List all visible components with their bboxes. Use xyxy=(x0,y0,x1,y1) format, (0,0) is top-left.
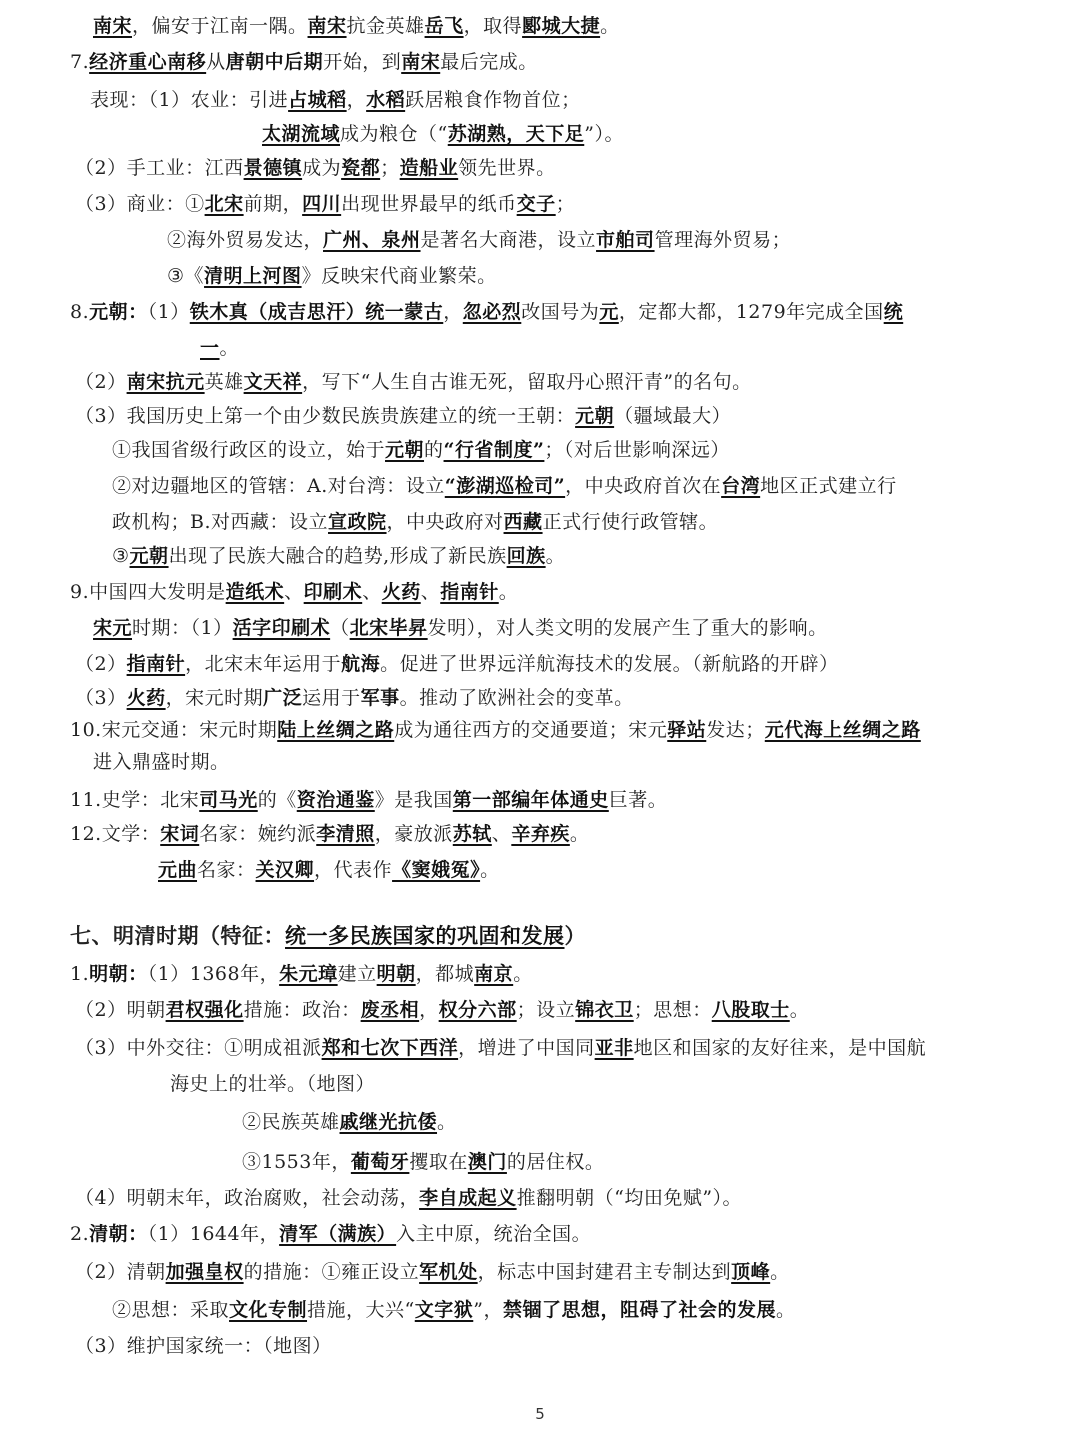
bold-term: 元朝： xyxy=(89,301,148,323)
key-term: “澎湖巡检司” xyxy=(444,475,566,497)
text-line xyxy=(112,542,565,570)
key-term: 元曲 xyxy=(158,859,198,881)
key-term: 四川 xyxy=(302,193,342,215)
text-line xyxy=(75,996,809,1024)
key-term: 北宋 xyxy=(204,193,244,215)
text-segment: ，写下“人生自古谁无死，留取丹心照汗青”的名句。 xyxy=(302,371,752,393)
text-segment: 2. xyxy=(70,1223,90,1245)
text-line xyxy=(200,334,239,362)
text-segment: （3）我国历史上第一个由少数民族贵族建立的统一王朝： xyxy=(75,405,576,427)
text-line xyxy=(75,1258,790,1286)
text-segment: 、 xyxy=(284,581,304,603)
text-segment: 名家： xyxy=(197,859,256,881)
text-segment: 。促进了世界远洋航海技术的发展。（新航路的开辟） xyxy=(380,653,839,675)
key-term: 交子 xyxy=(516,193,556,215)
text-segment: 7. xyxy=(70,51,90,73)
key-term: 景德镇 xyxy=(243,157,303,179)
bold-term: 航海 xyxy=(341,653,381,675)
text-segment: ，北宋末年运用于 xyxy=(185,653,342,675)
text-segment: 名家：婉约派 xyxy=(199,823,317,845)
text-line xyxy=(170,1070,375,1098)
text-line xyxy=(70,960,533,988)
text-segment: 正式行使行政管辖。 xyxy=(542,511,719,533)
text-segment: 11.史学：北宋 xyxy=(70,789,200,811)
key-term: 西藏 xyxy=(503,511,543,533)
text-segment: （ xyxy=(330,617,350,639)
key-term: 文化专制 xyxy=(229,1299,308,1321)
text-segment: （2） xyxy=(75,371,127,393)
text-segment: 成为 xyxy=(302,157,342,179)
text-line xyxy=(93,748,230,776)
key-term: 文字狱 xyxy=(414,1299,474,1321)
text-segment: ； xyxy=(380,157,400,179)
key-term: 忽必烈 xyxy=(462,301,522,323)
key-term: 铁木真（成吉思汗）统一蒙古 xyxy=(189,301,444,323)
key-term: 南宋 xyxy=(307,15,347,37)
text-segment: ， xyxy=(346,89,367,111)
text-segment: 抗金英雄 xyxy=(346,15,425,37)
text-segment: 。 xyxy=(545,545,566,567)
key-term: 李自成起义 xyxy=(419,1187,517,1209)
bold-term: 明朝： xyxy=(89,963,148,985)
text-line xyxy=(167,226,791,254)
text-segment: 。 xyxy=(789,999,810,1021)
text-segment: 。 xyxy=(600,15,620,37)
key-term: 宣政院 xyxy=(328,511,387,533)
text-segment: 。推动了欧洲社会的变革。 xyxy=(399,687,634,709)
text-segment: （3） xyxy=(75,687,127,709)
section-heading xyxy=(70,922,586,950)
text-segment: 最后完成。 xyxy=(440,51,538,73)
text-line xyxy=(75,402,731,430)
text-line xyxy=(70,298,903,326)
text-segment: ， xyxy=(443,301,463,323)
text-segment: 措施，大兴“ xyxy=(307,1299,415,1321)
text-segment: ，代表作 xyxy=(314,859,393,881)
key-term: 郑和七次下西洋 xyxy=(321,1037,459,1059)
text-segment: 是著名大商港，设立 xyxy=(420,229,597,251)
text-segment: 政机构；B.对西藏：设立 xyxy=(112,511,329,533)
text-segment: 运用于 xyxy=(302,687,361,709)
text-segment: 的《 xyxy=(257,789,297,811)
text-segment: 发明），对人类文明的发展产生了重大的影响。 xyxy=(427,617,828,639)
text-segment: 进入鼎盛时期。 xyxy=(93,751,230,773)
text-segment: 巨著。 xyxy=(608,789,668,811)
text-segment: （4）明朝末年，政治腐败，社会动荡， xyxy=(75,1187,420,1209)
text-segment: 地区正式建立行 xyxy=(760,475,897,497)
key-term: 占城稻 xyxy=(288,89,347,111)
text-segment: 的措施：①雍正设立 xyxy=(243,1261,420,1283)
text-segment: 领先世界。 xyxy=(458,157,556,179)
text-line xyxy=(112,508,718,536)
text-segment: 》反映宋代商业繁荣。 xyxy=(301,265,497,287)
text-segment: （疆域最大） xyxy=(614,405,732,427)
text-line xyxy=(70,1220,591,1248)
key-term: 印刷术 xyxy=(303,581,363,603)
key-term: 太湖流域 xyxy=(262,123,341,145)
key-term: 统 xyxy=(883,301,904,323)
key-term: 第一部编年体通史 xyxy=(452,789,609,811)
text-segment: ①我国省级行政区的设立，始于 xyxy=(112,439,386,461)
text-line xyxy=(75,1184,742,1212)
key-term: 清军（满族） xyxy=(279,1223,397,1245)
text-segment: 出现了民族大融合的趋势,形成了新民族 xyxy=(168,545,507,567)
key-term: 活字印刷术 xyxy=(232,617,331,639)
text-segment: 攫取在 xyxy=(409,1151,468,1173)
key-term: 权分六部 xyxy=(438,999,517,1021)
text-segment: （3）中外交往：①明成祖派 xyxy=(75,1037,322,1059)
key-term: 北宋毕昇 xyxy=(349,617,428,639)
text-segment: 前期， xyxy=(243,193,303,215)
text-segment: 。 xyxy=(437,1111,457,1133)
key-term: 《窦娥冤》 xyxy=(392,859,481,881)
text-line xyxy=(70,578,518,606)
bold-term: 清朝： xyxy=(89,1223,148,1245)
key-term: 南京 xyxy=(474,963,514,985)
text-segment: （1） xyxy=(147,301,190,323)
text-segment: 改国号为 xyxy=(521,301,600,323)
text-segment: 海史上的壮举。（地图） xyxy=(170,1073,376,1095)
text-line xyxy=(112,472,897,500)
key-term: 文天祥 xyxy=(243,371,303,393)
text-segment: 》是我国 xyxy=(374,789,453,811)
key-term: 南宋 xyxy=(93,15,133,37)
key-term: 君权强化 xyxy=(165,999,244,1021)
key-term: 军机处 xyxy=(419,1261,478,1283)
text-segment: ； xyxy=(555,193,576,215)
key-term: 指南针 xyxy=(126,653,186,675)
text-line xyxy=(242,1108,457,1136)
key-term: 关汉卿 xyxy=(255,859,315,881)
text-segment: 9.中国四大发明是 xyxy=(70,581,226,603)
key-term: 南宋抗元 xyxy=(126,371,205,393)
text-line xyxy=(90,86,581,114)
text-segment: 、 xyxy=(420,581,441,603)
bold-term: 广泛 xyxy=(263,687,303,709)
text-segment: ，定都大都，1279年完成全国 xyxy=(618,301,884,323)
key-term: 朱元璋 xyxy=(279,963,338,985)
key-term: 元代海上丝绸之路 xyxy=(764,719,921,741)
text-segment: 。 xyxy=(770,1261,790,1283)
key-term: 岳飞 xyxy=(424,15,464,37)
text-segment: 推翻明朝（“均田免赋”）。 xyxy=(516,1187,743,1209)
text-segment: 。 xyxy=(498,581,519,603)
text-line xyxy=(242,1148,604,1176)
key-term: 元朝 xyxy=(575,405,615,427)
text-segment: ，中央政府首次在 xyxy=(565,475,722,497)
text-segment: ，偏安于江南一隅。 xyxy=(132,15,308,37)
key-term: 郾城大捷 xyxy=(522,15,601,37)
key-term: 八股取士 xyxy=(711,999,790,1021)
text-line xyxy=(70,786,667,814)
text-segment: ，宋元时期 xyxy=(165,687,264,709)
page-number: 5 xyxy=(535,1405,545,1423)
text-segment: 。 xyxy=(513,963,533,985)
key-term: 造船业 xyxy=(399,157,459,179)
key-term: 经济重心南移 xyxy=(89,51,207,73)
text-segment: 1. xyxy=(70,963,90,985)
text-segment: （3）维护国家统一：（地图） xyxy=(75,1335,332,1357)
text-line xyxy=(75,190,575,218)
text-segment: ，标志中国封建君主专制达到 xyxy=(477,1261,732,1283)
text-segment: ，豪放派 xyxy=(374,823,453,845)
text-segment: 从 xyxy=(206,51,226,73)
text-segment: ，取得 xyxy=(463,15,523,37)
key-term: 市舶司 xyxy=(596,229,655,251)
key-term: 亚非 xyxy=(594,1037,634,1059)
text-segment: ） xyxy=(564,924,586,948)
key-term: 回族 xyxy=(506,545,546,567)
key-term: 加强皇权 xyxy=(165,1261,244,1283)
text-segment: ②对边疆地区的管辖：A.对台湾：设立 xyxy=(112,475,445,497)
text-segment: 时期：（1） xyxy=(132,617,233,639)
text-segment: ，中央政府对 xyxy=(386,511,504,533)
text-segment: 管理海外贸易； xyxy=(654,229,792,251)
text-line xyxy=(75,1332,332,1360)
text-segment: （1）1368年， xyxy=(147,963,280,985)
key-term: 驿站 xyxy=(667,719,707,741)
text-segment: 。 xyxy=(776,1299,796,1321)
text-segment: 、 xyxy=(491,823,512,845)
text-segment: 开始，到 xyxy=(323,51,402,73)
text-segment: ③1553年， xyxy=(242,1151,351,1173)
text-segment: 措施：政治： xyxy=(243,999,361,1021)
text-line xyxy=(75,368,752,396)
text-segment: 成为通往西方的交通要道；宋元 xyxy=(394,719,668,741)
key-term: 瓷都 xyxy=(341,157,381,179)
key-term: “行省制度” xyxy=(443,439,545,461)
text-segment: 出现世界最早的纸币 xyxy=(341,193,517,215)
key-term: 台湾 xyxy=(721,475,761,497)
text-segment: 。 xyxy=(569,823,590,845)
text-segment: 的 xyxy=(424,439,444,461)
text-segment: 的居住权。 xyxy=(506,1151,605,1173)
key-term: 南宋 xyxy=(401,51,441,73)
key-term: 辛弃疾 xyxy=(511,823,570,845)
text-segment: ，都城 xyxy=(415,963,475,985)
key-term: 统一多民族国家的巩固和发展 xyxy=(285,924,565,948)
key-term: 顶峰 xyxy=(731,1261,771,1283)
text-segment: （2）明朝 xyxy=(75,999,166,1021)
text-line xyxy=(75,1034,926,1062)
text-line xyxy=(93,12,620,40)
text-line xyxy=(112,436,730,464)
text-segment: ，增进了中国同 xyxy=(458,1037,595,1059)
key-term: 清明上河图 xyxy=(204,265,302,287)
text-segment: 英雄 xyxy=(204,371,244,393)
key-term: 澳门 xyxy=(467,1151,507,1173)
text-segment: （1）1644年， xyxy=(147,1223,280,1245)
text-line xyxy=(167,262,497,290)
text-line xyxy=(75,650,839,678)
bold-term: 唐朝中后期 xyxy=(225,51,324,73)
key-term: 戚继光抗倭 xyxy=(339,1111,438,1133)
text-segment: ”）。 xyxy=(584,123,624,145)
text-segment: 发达； xyxy=(706,719,765,741)
text-segment: ；设立 xyxy=(516,999,576,1021)
key-term: 广州、泉州 xyxy=(323,229,421,251)
text-segment: 表现：（1）农业：引进 xyxy=(90,89,289,111)
text-line xyxy=(112,1296,796,1324)
text-line xyxy=(158,856,500,884)
text-line xyxy=(70,716,921,744)
text-segment: 。 xyxy=(219,337,240,359)
text-segment: 七、明清时期（特征： xyxy=(70,924,285,948)
text-line xyxy=(75,684,634,712)
bold-term: 禁锢了思想，阻碍了社会的发展 xyxy=(502,1299,776,1321)
key-term: 元朝 xyxy=(385,439,425,461)
text-segment: 成为粮仓（“ xyxy=(340,123,448,145)
text-segment: ， xyxy=(419,999,439,1021)
key-term: 司马光 xyxy=(199,789,258,811)
key-term: 明朝 xyxy=(376,963,416,985)
text-segment: ②思想：采取 xyxy=(112,1299,230,1321)
key-term: 宋词 xyxy=(160,823,200,845)
key-term: 陆上丝绸之路 xyxy=(277,719,395,741)
text-segment: ③《 xyxy=(167,265,205,287)
text-segment: （2） xyxy=(75,653,127,675)
text-segment: ③ xyxy=(112,545,130,567)
key-term: 废丞相 xyxy=(360,999,420,1021)
text-segment: 地区和国家的友好往来，是中国航 xyxy=(633,1037,927,1059)
text-segment: ；（对后世影响深远） xyxy=(544,439,730,461)
text-segment: 跃居粮食作物首位； xyxy=(405,89,581,111)
text-segment: 建立 xyxy=(337,963,377,985)
text-line xyxy=(70,820,589,848)
text-segment: 。 xyxy=(480,859,500,881)
text-segment: 12.文学： xyxy=(70,823,161,845)
key-term: 元朝 xyxy=(129,545,169,567)
key-term: 火药 xyxy=(381,581,421,603)
key-term: 李清照 xyxy=(316,823,375,845)
key-term: 宋元 xyxy=(93,617,133,639)
key-term: 水稻 xyxy=(366,89,406,111)
key-term: 造纸术 xyxy=(225,581,285,603)
text-segment: ②海外贸易发达， xyxy=(167,229,324,251)
key-term: 火药 xyxy=(126,687,166,709)
text-segment: ②民族英雄 xyxy=(242,1111,340,1133)
text-segment: 入主中原，统治全国。 xyxy=(396,1223,592,1245)
key-term: 苏湖熟，天下足 xyxy=(447,123,585,145)
text-segment: 10.宋元交通：宋元时期 xyxy=(70,719,278,741)
text-segment: （2）清朝 xyxy=(75,1261,166,1283)
key-term: 苏轼 xyxy=(452,823,492,845)
key-term: 锦衣卫 xyxy=(575,999,634,1021)
text-segment: 8. xyxy=(70,301,90,323)
text-line xyxy=(93,614,828,642)
text-segment: 、 xyxy=(362,581,382,603)
key-term: 一 xyxy=(200,337,220,359)
text-segment: ；思想： xyxy=(633,999,712,1021)
key-term: 葡萄牙 xyxy=(350,1151,410,1173)
text-segment: （3）商业：① xyxy=(75,193,205,215)
bold-term: 军事 xyxy=(360,687,400,709)
text-line xyxy=(75,154,556,182)
key-term: 元 xyxy=(599,301,619,323)
key-term: 指南针 xyxy=(440,581,499,603)
text-line xyxy=(70,48,538,76)
text-line xyxy=(262,120,624,148)
key-term: 资治通鉴 xyxy=(296,789,375,811)
text-segment: ”， xyxy=(473,1299,503,1321)
text-segment: （2）手工业：江西 xyxy=(75,157,244,179)
